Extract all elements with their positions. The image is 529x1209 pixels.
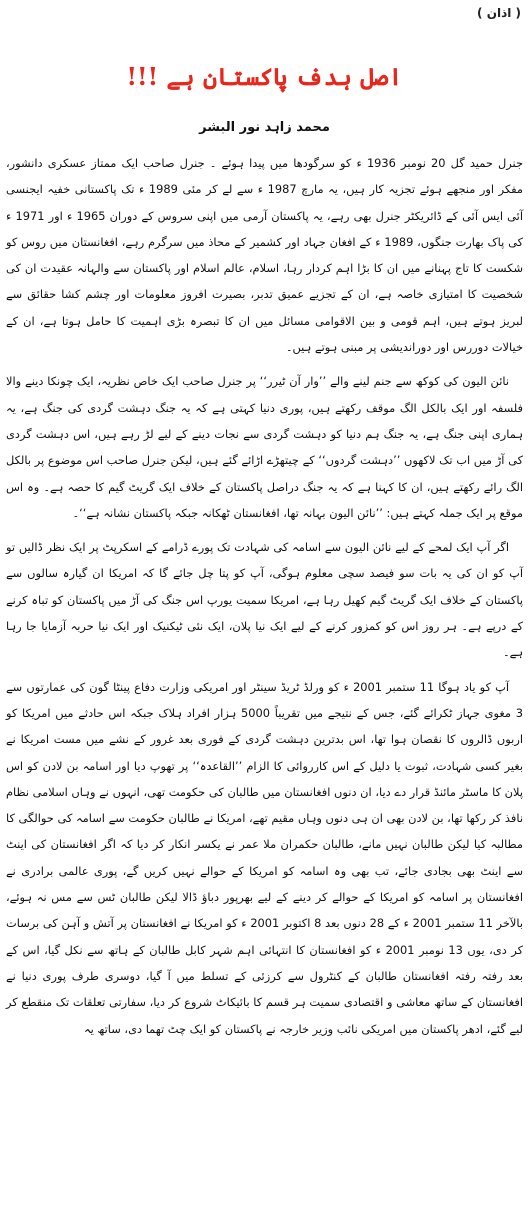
- paragraph: اگر آپ ایک لمحے کے لیے نائن الیون سے اسامہ کی شہادت تک پورے ڈرامے کے اسکرپٹ پر ایک نظر ڈالیں تو آپ کو ان کی یہ بات سو فیصد سچی معلوم ہوگی، آپ کو پتا چل جائے گا کہ امریکا ان گیارہ سالوں سے پاکستان کے خلاف ایک گریٹ گیم کھیل رہا ہے، امریکا سمیت یورپ اس جنگ کی آڑ میں پاکستان کو تباہ کرنے کے درپے ہے۔ ہر روز اس کو کمزور کرنے کے لیے ایک نیا پلان، ایک نئی ٹیکنیک اور ایک نیا حربہ آزمایا جا رہا ہے۔: [6, 540, 523, 660]
- author-byline: محمد زاہد نور البشر: [199, 120, 330, 135]
- paragraph: آپ کو یاد ہوگا 11 ستمبر 2001 ء کو ورلڈ ٹریڈ سینٹر اور امریکی وزارت دفاع پینٹا گون کی عمارتوں سے 3 مغوی جہاز ٹکرائے گئے، جس کے نتیجے میں تقریباً 5000 ہزار افراد ہلاک جبکہ اس حادثے میں امریکا کو اربوں ڈالروں کا نقصان ہوا تھا، اس بدترین دہشت گردی کے فوری بعد غرور کے نشے میں مست امریکا نے بغیر کسی شہادت، ثبوت یا دلیل کے اس کارروائی کا الزام ’’القاعدہ‘‘ پر تھوپ دیا اور اسامہ بن لادن کو اس پلان کا ماسٹر مائنڈ قرار دے دیا، ان دنوں افغانستان میں طالبان کی حکومت تھی، انہوں نے وہاں اسلامی نظام نافذ کر رکھا تھا، بن لادن بھی ان ہی دنوں وہاں مقیم تھے، امریکا نے طالبان حکومت سے اسامہ کی حوالگی کا مطالبہ کیا لیکن طالبان نہیں مانے، طالبان حکمران ملا عمر نے یکسر انکار کر دیا کہ اگر افغانستان کی اینٹ سے اینٹ بھی بجادی جائے، تب بھی وہ اسامہ کو امریکا کے حوالے نہیں کریں گے، پوری عالمی برادری نے افغانستان پر اسامہ کو امریکا کے حوالے کر دینے کے لیے بھرپور دباؤ ڈالا لیکن طالبان ٹس سے مس نہ ہوئے، بالآخر 11 ستمبر 2001 ء کے 28 دنوں بعد 8 اکتوبر 2001 ء کو امریکا نے افغانستان پر آتش و آہن کی برسات کر دی، یوں 13 نومبر 2001 ء کو افغانستان کا انتہائی اہم شہر کابل طالبان کے ہاتھ سے نکل گیا، اس کے بعد رفتہ رفتہ افغانستان طالبان کے کنٹرول سے کرزئی کے تسلط میں آ گیا، دوسری طرف پوری دنیا نے افغانستان کے ساتھ معاشی و اقتصادی سمیت ہر قسم کا بائیکاٹ شروع کر دیا، سفارتی تعلقات تک منقطع کر لیے گئے، ادھر پاکستان میں امریکی نائب وزیر خارجہ نے پاکستان کو ایک چٹ تھما دی، ساتھ یہ: [5, 679, 524, 1036]
- article-title: اصل ہدف پاکستان ہے !!!: [126, 62, 403, 91]
- paragraph: نائن الیون کی کوکھ سے جنم لینے والے ’’وار آن ٹیرر‘‘ پر جنرل صاحب ایک خاص نظریہ، ایک چونکا دینے والا فلسفہ اور ایک بالکل الگ موقف رکھتے ہیں، پوری دنیا کہتی ہے کہ یہ جنگ دہشت گردی کی جنگ ہے، یہ ہماری اپنی جنگ ہے، یہ جنگ ہم دنیا کو دہشت گردی سے نجات دینے کے لیے لڑ رہے ہیں، اس دہشت گردی کی آڑ میں اب تک لاکھوں ’’دہشت گردوں‘‘ کے چیتھڑے اڑائے گئے ہیں، لیکن جنرل صاحب اس موضوع پر بالکل الگ رائے رکھتے ہیں، ان کا کہنا ہے کہ یہ جنگ دراصل پاکستان کے خلاف ایک گریٹ گیم کا حصہ ہے۔ وہ اس موقع پر ایک جملہ کہتے ہیں: ’’نائن الیون بہانہ تھا، افغانستان ٹھکانہ جبکہ پاکستان نشانہ ہے‘‘۔: [6, 374, 523, 520]
- paragraph: جنرل حمید گل 20 نومبر 1936 ء کو سرگودھا میں پیدا ہوئے ۔ جنرل صاحب ایک ممتاز عسکری دانشور، مفکر اور منجھے ہوئے تجزیہ کار ہیں، یہ مارچ 1987 ء سے لے کر مئی 1989 ء تک پاکستانی خفیہ ایجنسی آئی ایس آئی کے ڈائریکٹر جنرل بھی رہے، یہ پاکستان آرمی میں اپنی سروس کے دوران 1965 ء اور 1971 ء کی پاک بھارت جنگوں، 1989 ء کے افغان جہاد اور کشمیر کے محاذ میں سرگرم رہے، افغانستان میں روس کو شکست کا تاج پہنانے میں ان کا بڑا اہم کردار رہا، اسلام، عالم اسلام اور پاکستان سے والہانہ عقیدت ان کی شخصیت کا امتیازی خاصہ ہے، ان کے تجزیے عمیق تدبر، بصیرت افروز معلومات اور چشم کشا حقائق سے لبریز ہوتے ہیں، اہم قومی و بین الاقوامی مسائل میں ان کا تبصرہ بڑی اہمیت کا حامل ہوتا ہے، ان کے خیالات دوررس اور دوراندیشی پر مبنی ہوتے ہیں۔: [6, 156, 524, 355]
- article-body: [6, 150, 523, 1050]
- column-tag: ( اذان ): [477, 6, 521, 20]
